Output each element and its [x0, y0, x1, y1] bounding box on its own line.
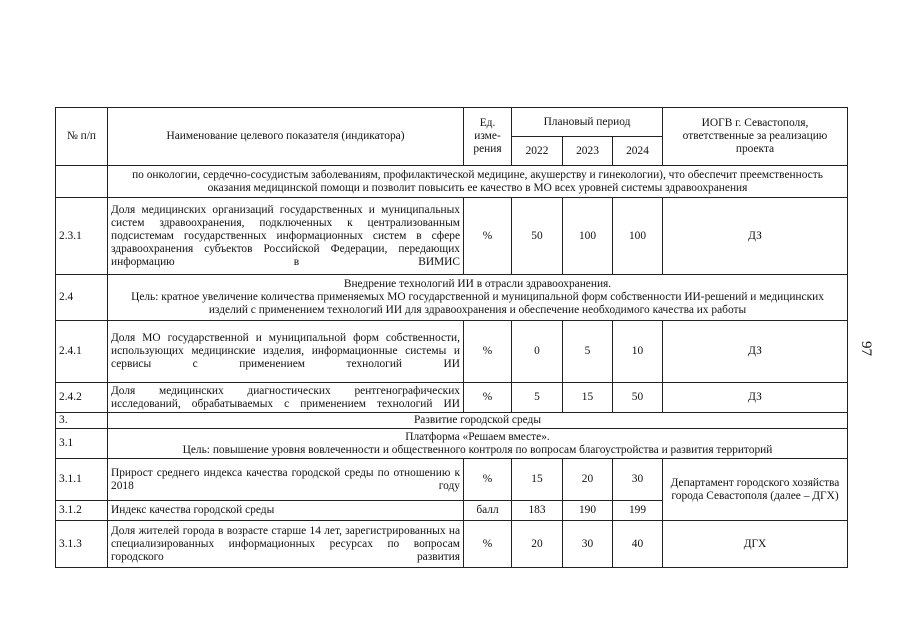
row-num: 3.1.3	[56, 521, 108, 568]
value-2022: 5	[512, 383, 563, 413]
value-2023: 5	[563, 321, 613, 383]
header-plan: Плановый период	[512, 108, 663, 137]
header-responsible: ИОГВ г. Севастополя, ответственные за реализацию проекта	[663, 108, 848, 166]
cont-num-cell	[56, 166, 108, 198]
section-cell	[108, 275, 848, 321]
value-2022: 0	[512, 321, 563, 383]
value-2024: 100	[613, 198, 663, 275]
header-year-2024: 2024	[613, 137, 663, 166]
header-num: № п/п	[56, 108, 108, 166]
row-num: 2.4.2	[56, 383, 108, 413]
row-num: 2.4	[56, 275, 108, 321]
indicator-name: Доля МО государственной и муниципальной форм собственности, использующих медицинские изделия, информационные системы и сервисы с применением технологий ИИ	[108, 321, 464, 383]
value-2023: 20	[563, 459, 613, 501]
header-unit: Ед. изме- рения	[464, 108, 512, 166]
header-name: Наименование целевого показателя (индикатора)	[108, 108, 464, 166]
indicators-table	[55, 107, 848, 568]
value-2024: 30	[613, 459, 663, 501]
value-2024: 199	[613, 501, 663, 521]
unit-cell: %	[464, 459, 512, 501]
value-2023: 30	[563, 521, 613, 568]
value-2022: 183	[512, 501, 563, 521]
row-num: 3.1	[56, 429, 108, 459]
value-2023: 15	[563, 383, 613, 413]
responsible-cell: ДЗ	[663, 383, 848, 413]
section-goal: Цель: повышение уровня вовлеченности и общественного контроля по вопросам благоустройства и развития территорий	[182, 443, 773, 456]
indicator-name: Доля медицинских организаций государственных и муниципальных систем здравоохранения, подключенных к централизованным подсистемам государственных информационных систем в сфере здравоохранения субъектов Российской Федерации, передающих информацию в ВИМИС	[108, 198, 464, 275]
unit-cell: %	[464, 321, 512, 383]
header-year-2022: 2022	[512, 137, 563, 166]
value-2024: 40	[613, 521, 663, 568]
row-num: 3.1.2	[56, 501, 108, 521]
header-year-2023: 2023	[563, 137, 613, 166]
indicator-name: Индекс качества городской среды	[108, 501, 464, 521]
indicator-name: Доля жителей города в возрасте старше 14 лет, зарегистрированных на специализированных информационных ресурсах по вопросам городского развития	[108, 521, 464, 568]
unit-cell: %	[464, 383, 512, 413]
unit-cell: %	[464, 198, 512, 275]
section-title: Развитие городской среды	[108, 413, 848, 429]
responsible-cell: ДГХ	[663, 521, 848, 568]
value-2023: 100	[563, 198, 613, 275]
unit-cell: %	[464, 521, 512, 568]
section-title: Внедрение технологий ИИ в отрасли здравоохранения.	[343, 278, 612, 290]
value-2022: 15	[512, 459, 563, 501]
indicator-name: Прирост среднего индекса качества городской среды по отношению к 2018 году	[108, 459, 464, 501]
unit-cell: балл	[464, 501, 512, 521]
responsible-cell: ДЗ	[663, 321, 848, 383]
value-2022: 50	[512, 198, 563, 275]
section-goal: Цель: кратное увеличение количества применяемых МО государственной и муниципальной форм собственности ИИ-решений и медицинских изделий с применением технологий ИИ для здравоохранения и обеспечение необходимого качества их работы	[131, 291, 824, 316]
value-2024: 10	[613, 321, 663, 383]
section-title: Платформа «Решаем вместе».	[405, 430, 550, 443]
row-num: 2.3.1	[56, 198, 108, 275]
section-cell	[108, 429, 848, 459]
row-num: 3.	[56, 413, 108, 429]
continued-text: по онкологии, сердечно-сосудистым заболеваниям, профилактической медицине, акушерству и гинекологии), что обеспечит преемственность оказания медицинской помощи и позволит повысить ее качество в МО всех уровней системы здравоохранения	[108, 166, 848, 198]
responsible-cell: ДЗ	[663, 198, 848, 275]
row-num: 2.4.1	[56, 321, 108, 383]
indicator-name: Доля медицинских диагностических рентгенографических исследований, обрабатываемых с применением технологий ИИ	[108, 383, 464, 413]
row-num: 3.1.1	[56, 459, 108, 501]
value-2022: 20	[512, 521, 563, 568]
page-number: 97	[858, 341, 874, 356]
responsible-cell: Департамент городского хозяйства города Севастополя (далее – ДГХ)	[663, 459, 848, 521]
value-2024: 50	[613, 383, 663, 413]
value-2023: 190	[563, 501, 613, 521]
